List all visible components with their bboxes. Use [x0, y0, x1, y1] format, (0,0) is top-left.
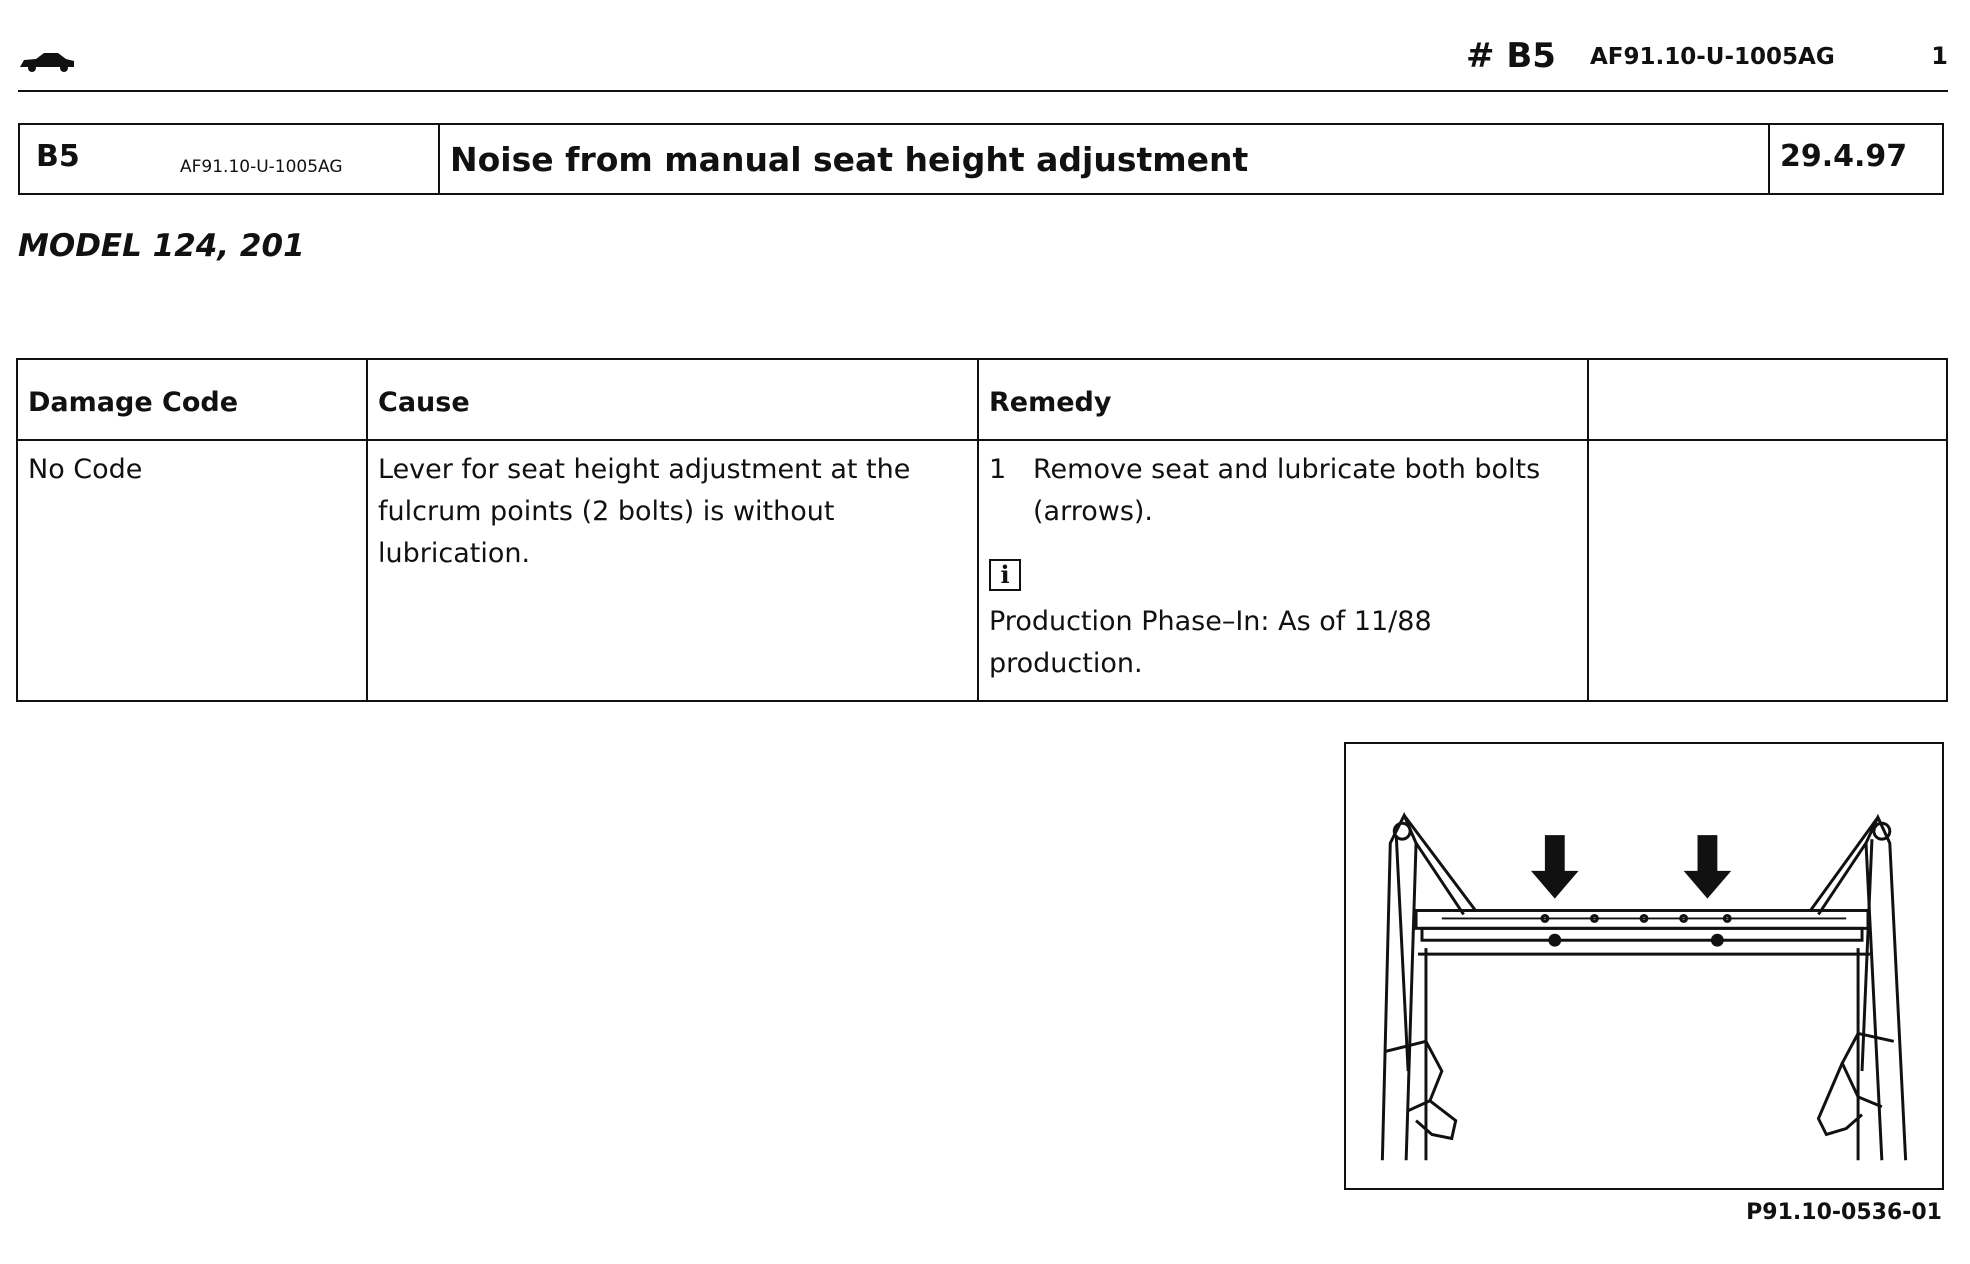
table-row: [17, 440, 1947, 701]
model-line: MODEL 124, 201: [18, 228, 305, 264]
header-empty: [1588, 359, 1947, 440]
arrow-icons: [1531, 835, 1731, 898]
car-icon: [18, 50, 76, 74]
bulletin-title: Noise from manual seat height adjustment: [450, 140, 1249, 179]
remedy-step-number: 1: [989, 454, 1007, 485]
cell-remedy: [978, 440, 1588, 701]
header-remedy: Remedy: [978, 359, 1588, 440]
damage-table: [16, 358, 1948, 702]
header-doc-code: AF91.10-U-1005AG: [1590, 44, 1835, 70]
title-box: [18, 123, 1944, 195]
title-box-code-cell: [20, 125, 440, 193]
arrow-down-icon-1: [1531, 835, 1579, 898]
seat-frame-illustration: [1346, 744, 1942, 1188]
cell-cause: Lever for seat height adjustment at the fulcrum points (2 bolts) is without lubrication.: [367, 440, 978, 701]
bulletin-date: 29.4.97: [1768, 125, 1944, 193]
page-number: 1: [1931, 42, 1948, 70]
remedy-note: Production Phase–In: As of 11/88 production.: [989, 606, 1432, 679]
cell-damage-code: No Code: [17, 440, 367, 701]
seat-frame-figure: [1344, 742, 1944, 1190]
bulletin-code: B5: [36, 139, 80, 174]
info-icon: i: [989, 559, 1021, 591]
page-header: [18, 28, 1948, 92]
table-header-row: [17, 359, 1947, 440]
remedy-step-text: Remove seat and lubricate both bolts (arrows).: [1033, 454, 1541, 527]
bulletin-doc-code: AF91.10-U-1005AG: [180, 157, 343, 177]
remedy-step: [989, 449, 1577, 533]
header-cause: Cause: [367, 359, 978, 440]
header-section: # B5: [1466, 36, 1556, 76]
arrow-down-icon-2: [1684, 835, 1732, 898]
header-damage-code: Damage Code: [17, 359, 367, 440]
figure-id: P91.10-0536-01: [1746, 1200, 1942, 1225]
cell-empty: [1588, 440, 1947, 701]
